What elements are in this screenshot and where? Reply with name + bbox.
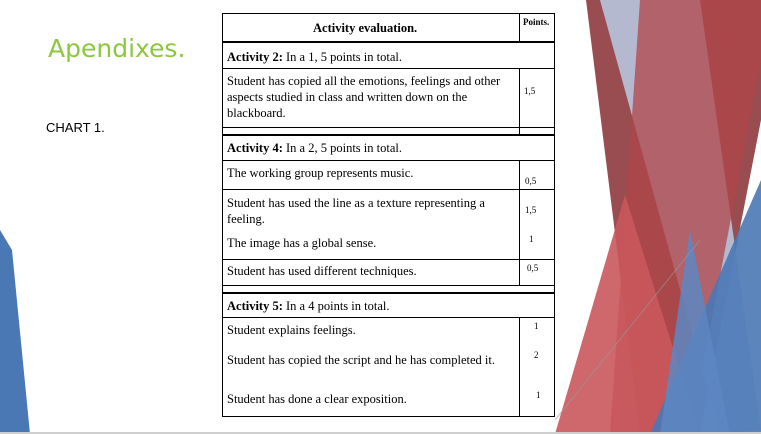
activity-2-label: Activity 2: [227,50,283,64]
evaluation-table [222,13,555,417]
activity-5-criterion-3: Student has done a clear exposition. [227,392,407,406]
activity-5-criterion-1: Student explains feelings. [227,323,356,337]
activity-5-desc: In a 4 points in total. [282,299,390,313]
activity-4-points-1: 0,5 [525,176,537,186]
table-header-title: Activity evaluation. [313,21,418,35]
chart-label: CHART 1. [46,120,105,135]
divider [223,160,554,161]
header-divider [519,14,520,41]
activity-5-points-2: 2 [534,350,539,360]
divider [223,259,554,260]
divider [223,68,554,69]
slide-title: Apendixes. [48,34,186,63]
activity-4-desc: In a 2, 5 points in total. [282,141,402,155]
divider [223,317,554,318]
points-divider [519,318,520,417]
points-divider [519,69,520,127]
activity-2-criterion: Student has copied all the emotions, feelings and other aspects studied in class and written down on the blackboard. [227,74,501,120]
divider [223,41,554,43]
activity-4-heading [227,140,402,156]
table-header-points: Points. [523,17,550,27]
points-divider [519,161,520,286]
activity-4-points-2: 1,5 [525,205,537,215]
activity-4-criterion-3: The image has a global sense. [227,236,377,250]
activity-4-criterion-2: Student has used the line as a texture representing a feeling. [227,196,485,226]
activity-2-desc: In a 1, 5 points in total. [282,50,402,64]
activity-5-label: Activity 5: [227,299,283,313]
points-divider [519,127,520,134]
activity-4-criterion-4: Student has used different techniques. [227,264,417,278]
activity-4-points-3: 1 [529,234,534,244]
activity-4-label: Activity 4: [227,141,283,155]
activity-2-points: 1,5 [524,86,536,96]
activity-5-heading [227,298,389,314]
activity-5-points-1: 1 [534,321,539,331]
divider [223,285,554,286]
deco-shape-blue-left [0,230,30,434]
activity-2-heading [227,49,402,65]
activity-4-criterion-1: The working group represents music. [227,166,414,180]
section-divider [223,134,554,136]
activity-4-points-4: 0,5 [527,263,539,273]
section-divider [223,292,554,294]
activity-5-points-3: 1 [536,390,541,400]
divider [223,127,554,128]
activity-5-criterion-2: Student has copied the script and he has completed it. [227,353,495,367]
divider [223,189,554,190]
